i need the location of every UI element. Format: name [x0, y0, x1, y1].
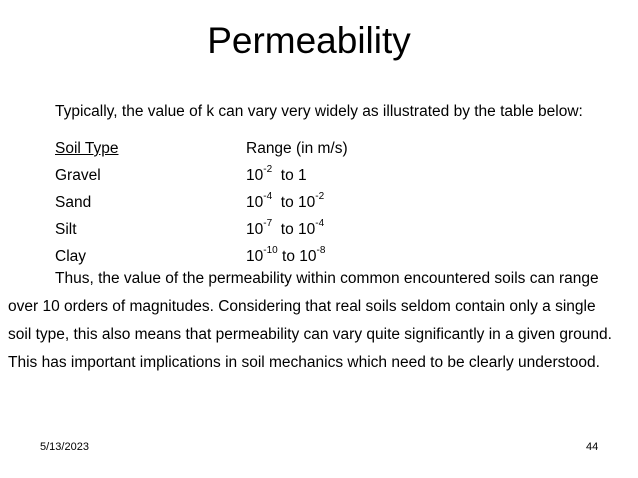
- paragraph-line-4: This has important implications in soil mechanics which need to be clearly understood.: [8, 354, 600, 371]
- intro-text: Typically, the value of k can vary very widely as illustrated by the table below:: [55, 103, 583, 120]
- range-exponent-b: -2: [315, 190, 325, 202]
- range-base-a: 10: [246, 221, 264, 238]
- footer-date: 5/13/2023: [40, 441, 89, 453]
- soil-type-cell: Clay: [55, 248, 87, 265]
- range-cell: [246, 217, 325, 240]
- range-to: to: [280, 194, 294, 211]
- footer-page-number: 44: [586, 441, 599, 453]
- header-soil-type: Soil Type: [55, 140, 119, 157]
- range-to: to: [280, 167, 294, 184]
- soil-type-cell: Silt: [55, 221, 77, 238]
- range-exponent-b: -8: [316, 244, 326, 256]
- slide-title: Permeability: [207, 20, 411, 61]
- range-base-b: 10: [298, 221, 316, 238]
- range-base-a: 10: [246, 167, 264, 184]
- range-cell: [246, 163, 307, 186]
- paragraph-line-1: Thus, the value of the permeability within common encountered soils can range: [55, 270, 599, 287]
- soil-type-cell: Sand: [55, 194, 92, 211]
- paragraph-line-2: over 10 orders of magnitudes. Considering that real soils seldom contain only a single: [8, 298, 596, 315]
- range-to: to: [280, 221, 294, 238]
- range-cell: [246, 244, 326, 267]
- range-exponent-a: -2: [263, 163, 273, 175]
- header-range: Range (in m/s): [246, 140, 348, 157]
- range-to: to: [282, 248, 295, 265]
- range-base-b: 10: [299, 248, 317, 265]
- range-base-b: 10: [298, 194, 316, 211]
- range-cell: [246, 190, 325, 213]
- range-base-a: 10: [246, 194, 264, 211]
- paragraph-line-3: soil type, this also means that permeability can vary quite significantly in a given ground.: [8, 326, 612, 343]
- range-exponent-a: -4: [263, 190, 273, 202]
- range-base-b: 1: [298, 167, 307, 184]
- range-base-a: 10: [246, 248, 264, 265]
- range-exponent-a: -7: [263, 217, 273, 229]
- range-exponent-a: -10: [263, 244, 278, 256]
- range-exponent-b: -4: [315, 217, 325, 229]
- soil-type-cell: Gravel: [55, 167, 101, 184]
